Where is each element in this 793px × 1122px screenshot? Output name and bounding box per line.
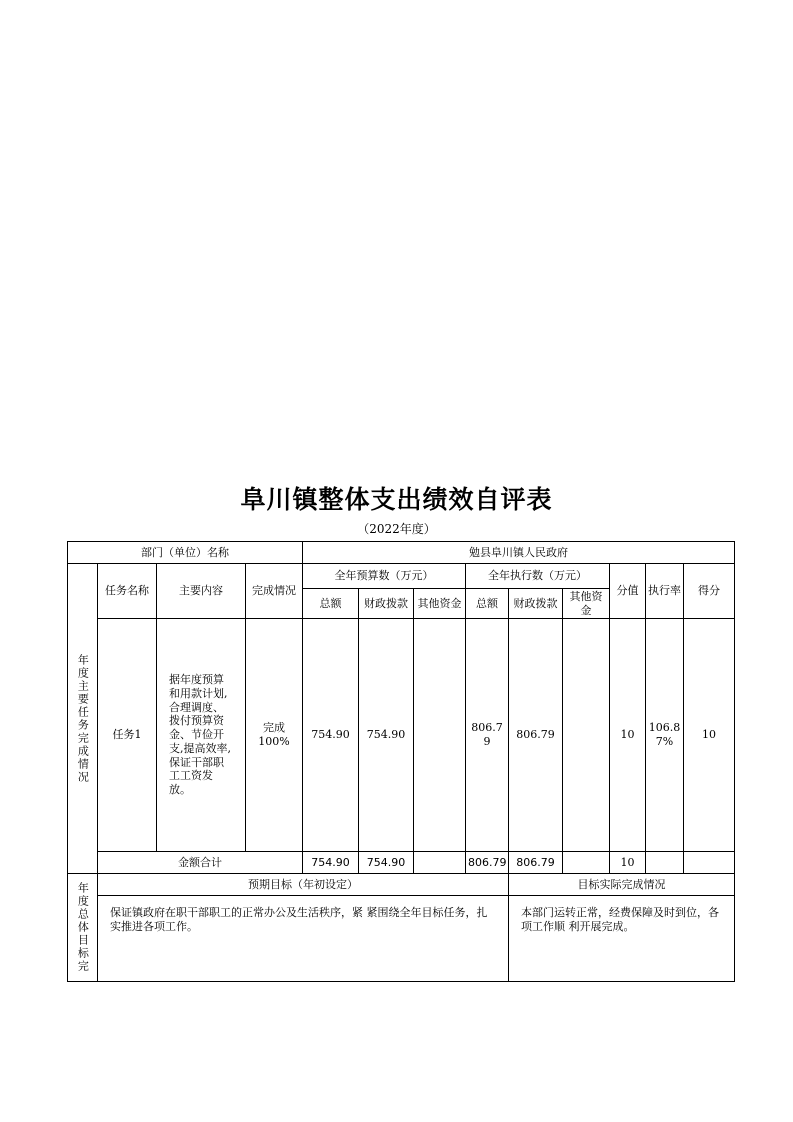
goals-section-label: 年度总体目标完 [68,874,98,982]
dept-label: 部门（单位）名称 [68,542,303,564]
task-exec-total: 806.79 [466,619,509,852]
task-exec-other [563,619,610,852]
header-score: 得分 [684,564,735,619]
header-exec-rate: 执行率 [646,564,684,619]
header-exec-fiscal: 财政拨款 [509,589,563,619]
total-exec-rate [646,852,684,874]
header-budget-other: 其他资金 [414,589,466,619]
task-exec-fiscal: 806.79 [509,619,563,852]
header-main-content: 主要内容 [157,564,246,619]
header-exec-group: 全年执行数（万元） [466,564,610,589]
dept-value: 勉县阜川镇人民政府 [303,542,735,564]
tasks-section-label: 年度主要任务完成情况 [68,564,98,874]
task-exec-rate: 106.87% [646,619,684,852]
task-completion [246,619,303,852]
total-budget-fiscal: 754.90 [359,852,414,874]
total-exec-other [563,852,610,874]
goals-expected-text: 保证镇政府在职干部职工的正常办公及生活秩序，紧 紧围绕全年目标任务，扎实推进各项工作。 [98,896,509,982]
goals-content-row [68,896,735,982]
header-budget-total: 总额 [303,589,359,619]
total-label: 金额合计 [98,852,303,874]
header-task-name: 任务名称 [98,564,157,619]
task-completion-status: 完成 [263,721,285,735]
page-title: 阜川镇整体支出绩效自评表 [240,485,553,514]
header-completion: 完成情况 [246,564,303,619]
task-content: 据年度预算和用款计划,合理调度、拨付预算资金、节俭开支,提高效率,保证干部职工工资发放。 [157,619,246,852]
total-budget-total: 754.90 [303,852,359,874]
task-score-value: 10 [610,619,646,852]
header-score-value: 分值 [610,564,646,619]
page-subtitle: （2022年度） [357,522,436,536]
goals-actual-header: 目标实际完成情况 [509,874,735,896]
header-budget-group: 全年预算数（万元） [303,564,466,589]
evaluation-table [67,541,735,982]
task-budget-fiscal: 754.90 [359,619,414,852]
header-exec-other: 其他资金 [563,589,610,619]
total-budget-other [414,852,466,874]
total-exec-fiscal: 806.79 [509,852,563,874]
total-row [68,852,735,874]
total-score [684,852,735,874]
task-completion-pct: 100% [258,735,290,748]
task-name: 任务1 [98,619,157,852]
task-score: 10 [684,619,735,852]
total-exec-total: 806.79 [466,852,509,874]
task-row [68,619,735,852]
total-score-value: 10 [610,852,646,874]
goals-actual-text: 本部门运转正常，经费保障及时到位，各项工作顺 利开展完成。 [509,896,735,982]
goals-header-row [68,874,735,896]
task-budget-total: 754.90 [303,619,359,852]
header-budget-fiscal: 财政拨款 [359,589,414,619]
goals-expected-header: 预期目标（年初设定） [98,874,509,896]
header-exec-total: 总额 [466,589,509,619]
header-row-1 [68,564,735,589]
task-budget-other [414,619,466,852]
dept-row [68,542,735,564]
